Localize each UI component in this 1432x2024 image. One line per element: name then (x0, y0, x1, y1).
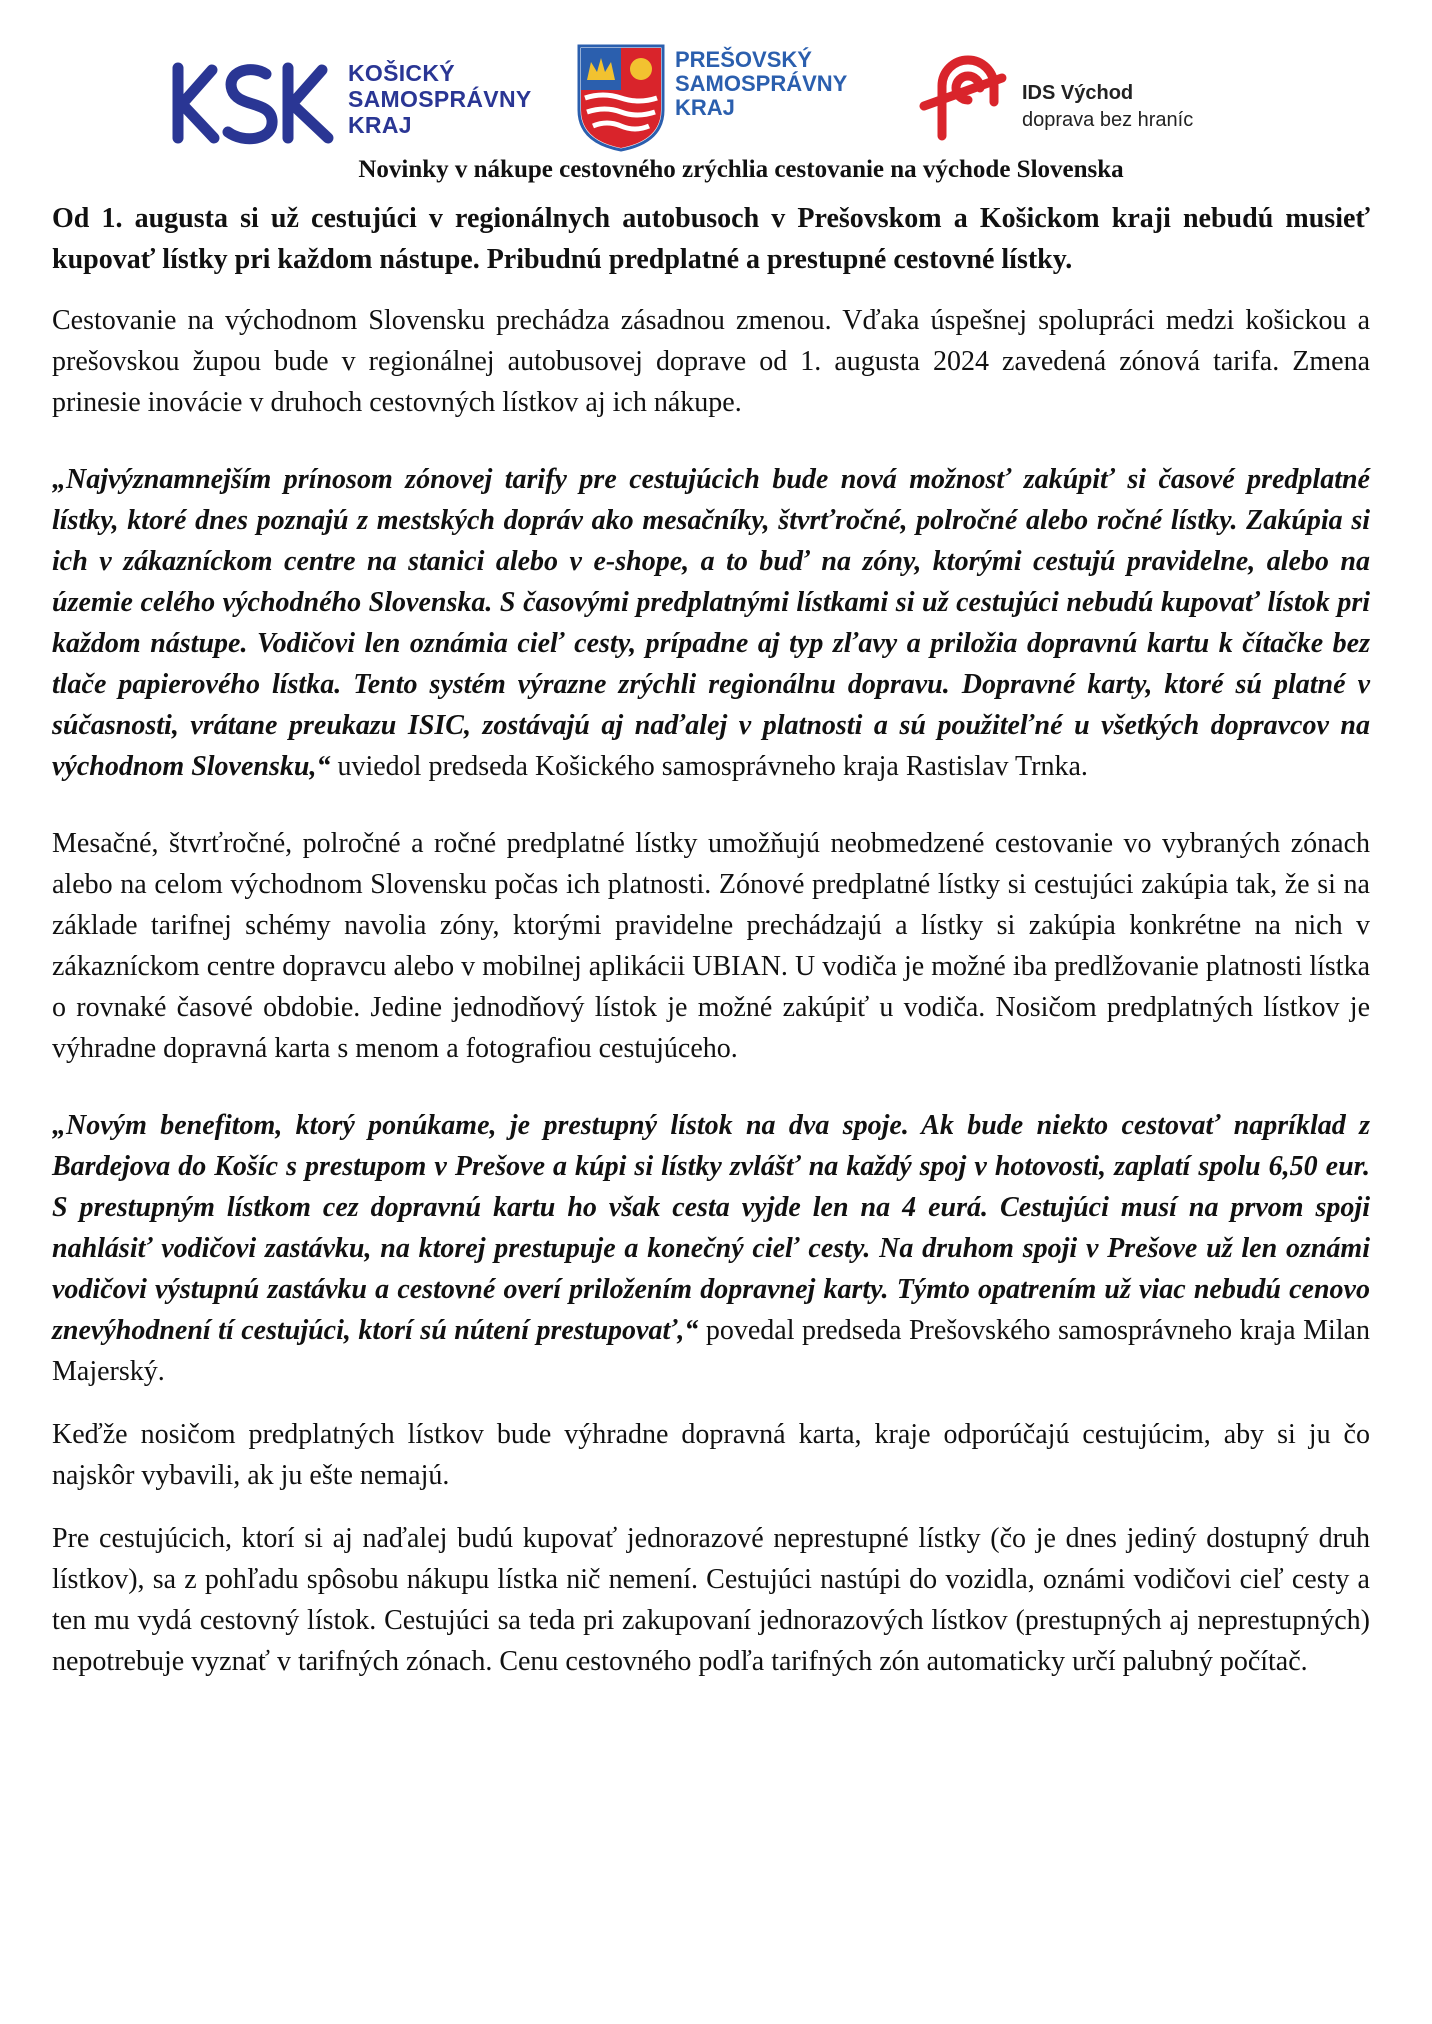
ksk-line-3: KRAJ (348, 112, 412, 138)
ids-tagline: doprava bez hraníc (1022, 109, 1194, 131)
ids-mark-icon (912, 40, 1016, 150)
article (52, 152, 1370, 1704)
ksk-line-1: KOŠICKÝ (348, 60, 455, 86)
quote-trnka: „Najvýznamnejším prínosom zónovej tarify pre cestujúcich bude nová možnosť zakúpiť si časové predplatné lístky, ktoré dnes poznajú z mestských dopráv ako mesačníky, štvrťročné, polročné alebo ročné lístky. Zakúpia si ich v zákazníckom centre na stanici alebo v e-shope, a to buď na zóny, ktorými cestujú pravidelne, alebo na územie celého východného Slovenska. S časovými predplatnými lístkami si už cestujúci nebudú kupovať lístok pri každom nástupe. Vodičovi len oznámia cieľ cesty, prípadne aj typ zľavy a priložia dopravnú kartu k čítačke bez tlače papierového lístka. Tento systém výrazne zrýchli regionálnu dopravu. Dopravné karty, ktoré sú platné v súčasnosti, vrátane preukazu ISIC, zostávajú aj naďalej v platnosti a sú použiteľné u všetkých dopravcov na východnom Slovensku,“ (52, 464, 1370, 782)
ksk-wordmark (348, 60, 532, 138)
paragraph-transport-card: Keďže nosičom predplatných lístkov bude výhradne dopravná karta, kraje odporúčajú cestujúcim, aby si ju čo najskôr vybavili, ak ju ešte nemajú. (52, 1419, 1370, 1491)
ksk-mark-icon (170, 58, 340, 148)
ksk-logo (170, 58, 540, 158)
psk-line-2: SAMOSPRÁVNY (675, 71, 848, 96)
psk-logo (575, 40, 875, 160)
ids-logo (912, 40, 1222, 160)
quote-trnka-attribution: uviedol predseda Košického samosprávneho kraja Rastislav Trnka. (330, 751, 1088, 782)
article-lead: Od 1. augusta si už cestujúci v regionálnych autobusoch v Prešovskom a Košickom kraji nebudú musieť kupovať lístky pri každom nástupe. Pribudnú predplatné a prestupné cestovné lístky. (52, 203, 1370, 275)
paragraph-subscription-tickets: Mesačné, štvrťročné, polročné a ročné predplatné lístky umožňujú neobmedzené cestovanie vo vybraných zónach alebo na celom východnom Slovensku počas ich platnosti. Zónové predplatné lístky si cestujúci zakúpia tak, že si na základe tarifnej schémy navolia zóny, ktorými pravidelne prechádzajú a lístky si zakúpia konkrétne na nich v zákazníckom centre dopravcu alebo v mobilnej aplikácii UBIAN. U vodiča je možné iba predlžovanie platnosti lístka o rovnaké časové obdobie. Jedine jednodňový lístok je možné zakúpiť u vodiča. Nosičom predplatných lístkov je výhradne dopravná karta s menom a fotografiou cestujúceho. (52, 828, 1370, 1064)
paragraph-intro: Cestovanie na východnom Slovensku prechádza zásadnou zmenou. Vďaka úspešnej spolupráci medzi košickou a prešovskou župou bude v regionálnej autobusovej doprave od 1. augusta 2024 zavedená zónová tarifa. Zmena prinesie inovácie v druhoch cestovných lístkov aj ich nákupe. (52, 305, 1370, 418)
paragraph-single-tickets: Pre cestujúcich, ktorí si aj naďalej budú kupovať jednorazové neprestupné lístky (čo je dnes jediný dostupný druh lístkov), sa z pohľadu spôsobu nákupu lístka nič nemení. Cestujúci nastúpi do vozidla, oznámi vodičovi cieľ cesty a ten mu vydá cestovný lístok. Cestujúci sa teda pri zakupovaní jednorazových lístkov (prestupných aj neprestupných) nepotrebuje vyznať v tarifných zónach. Cenu cestovného podľa tarifných zón automaticky určí palubný počítač. (52, 1523, 1370, 1677)
psk-line-3: KRAJ (675, 95, 735, 120)
quote-majersky: „Novým benefitom, ktorý ponúkame, je prestupný lístok na dva spoje. Ak bude niekto cestovať napríklad z Bardejova do Košíc s prestupom v Prešove a kúpi si lístky zvlášť na každý spoj v hotovosti, zaplatí spolu 6,50 eur. S prestupným lístkom cez dopravnú kartu ho však cesta vyjde len na 4 eurá. Cestujúci musí na prvom spoji nahlásiť vodičovi zastávku, na ktorej prestupuje a konečný cieľ cesty. Na druhom spoji v Prešove už len oznámi vodičovi výstupnú zastávku a cestovné overí priložením dopravnej karty. Týmto opatrením už viac nebudú cenovo znevýhodnení tí cestujúci, ktorí sú nútení prestupovať,“ (52, 1110, 1370, 1346)
paragraph-quote-majersky (52, 1105, 1370, 1392)
ids-name: IDS Východ (1022, 82, 1134, 104)
psk-wordmark (675, 48, 847, 120)
logo-bar (170, 36, 1290, 156)
psk-line-1: PREŠOVSKÝ (675, 47, 812, 72)
quote-majersky-attribution: povedal predseda Prešovského samosprávneho kraja Milan Majerský. (52, 1315, 1370, 1387)
paragraph-quote-trnka (52, 459, 1370, 787)
psk-coat-of-arms-icon (575, 40, 667, 152)
article-headline: Novinky v nákupe cestovného zrýchlia cestovanie na východe Slovenska (358, 156, 1124, 183)
ksk-line-2: SAMOSPRÁVNY (348, 86, 532, 112)
